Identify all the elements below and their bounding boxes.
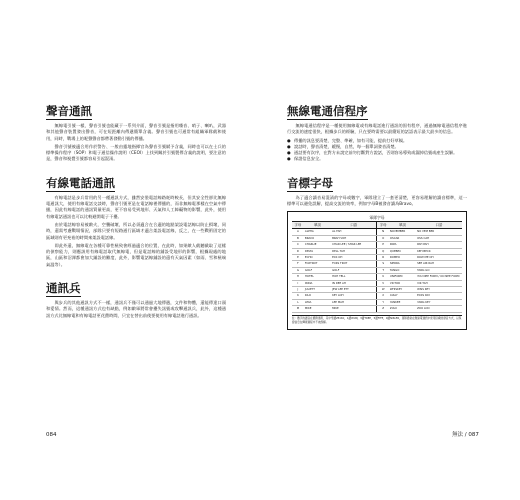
table-cell: VIK TAH [416, 280, 462, 286]
section-title: 聲音通訊 [46, 104, 92, 118]
table-cell: NO VEM BER [416, 229, 462, 235]
table-cell: JULIETT [304, 287, 331, 293]
table-note: 註：數字的讀音在國際通用，其中零讀ZE-RO，1讀WUN，3讀TREE，5讀FIFE，9讀NIN-ER，軍隊通常在無線電通訊中使用這樣的發音方式，以保證信息在傳遞過程中不被誤解。 [292, 316, 462, 324]
section-title: 無線電通信程序 [287, 104, 368, 118]
section-title: 有線電話通訊 [46, 175, 115, 190]
table-cell: P [377, 242, 389, 248]
bullet-icon: ● [287, 150, 291, 156]
table-cell: D [292, 248, 304, 254]
bullet-item [287, 156, 467, 162]
table-body [292, 229, 462, 312]
table-cell: S [377, 261, 389, 267]
table-cell: LIMA [304, 299, 331, 305]
bullet-text: 傳播的訊息要清楚、完整、準確，如有可能，提前打好草稿。 [294, 137, 408, 143]
paragraph: 無線電引號一樣，聲音引號也能藏于一系列介面，聲音引號是指用嗓音、哨子、喇叭，武器和其他聲音裝置發出聲音，可在短距離內傳遞簡單含義。聲音引號也可通常有組織軍隊截和使用，同時，戰場上的呢聲聲音都帶著發動引號的傳播。 [46, 123, 226, 141]
table-caption: 軍隊字母 [369, 215, 385, 221]
table-cell: ECHO [304, 255, 331, 261]
table-cell: I [292, 280, 304, 286]
table-cell: HOTEL [304, 274, 331, 280]
section-title: 音標字母 [287, 175, 333, 190]
column-header: 口語 [416, 222, 462, 229]
table-cell: K [292, 293, 304, 299]
table-cell: L [292, 299, 304, 305]
bullet-list [287, 138, 467, 163]
bullet-text: 說話時，聲音清楚，緩慢，自然，每一個單詞發音清楚。 [294, 143, 399, 149]
table-cell: B [292, 235, 304, 241]
table-cell: DELTA [304, 248, 331, 254]
table-cell: H [292, 274, 304, 280]
section-radio-procedure [287, 100, 467, 163]
table-cell: F [292, 261, 304, 267]
table-cell: OSCAR [389, 235, 416, 241]
paragraph: 為了適合讀音易混淆的字母或數字，軍隊建立了一套更清楚，更容易理解的讀音標準，這一標準可以避免誤解，提高交流的效率，例如字母B被發音讀為Bravo。 [287, 194, 467, 207]
table-cell: BRAH VOH [331, 235, 377, 241]
table-cell: X-RAY [389, 293, 416, 299]
table-cell: JEW LEE ETT [331, 287, 377, 293]
phonetic-table-box [287, 211, 467, 329]
table-cell: FOXTROT [304, 261, 331, 267]
paragraph: 即此外還，無線電在各種可靠性極致會經過適合的位置，在此時，如果敵人截聽截取了這樣的偵察能力，則應該用有線電話取代無線電，但是電話線的鋪設受地形的影響，根據現處的地區，山區和沼澤都會加大鋪設的難度，此外，影響電話線鋪設的還有天氣因素（如雨、雪和極端氣溫等）。 [46, 242, 226, 267]
table-cell: FOKS TROT [331, 261, 377, 267]
table-cell: KEH BECK [416, 248, 462, 254]
table-row [292, 306, 462, 312]
table-cell: Z [377, 306, 389, 312]
table-cell: MIKE [304, 306, 331, 312]
bullet-text: 保證信息安全。 [294, 156, 324, 162]
bullet-icon: ● [287, 137, 291, 143]
table-cell: WHISKEY [389, 287, 416, 293]
table-cell: ZULU [389, 306, 416, 312]
table-cell: YANG KEY [416, 299, 462, 305]
section-phonetic-alphabet [287, 172, 467, 330]
column-header: 口語 [331, 222, 377, 229]
table-cell: M [292, 306, 304, 312]
table-cell: V [377, 280, 389, 286]
table-cell: BRAVO [304, 235, 331, 241]
table-cell: SIERRA [389, 261, 416, 267]
bullet-icon: ● [287, 143, 291, 149]
section-title: 通訊兵 [46, 281, 81, 296]
table-cell: GOLF [331, 267, 377, 273]
table-cell: ROW ME OH [416, 255, 462, 261]
table-cell: INDIA [304, 280, 331, 286]
table-cell: PAH PAH [416, 242, 462, 248]
table-cell: HOH TELL [331, 274, 377, 280]
table-cell: PAPA [389, 242, 416, 248]
table-cell: DELL TAH [331, 248, 377, 254]
table-cell: CHAR LEE / SHAR LEE [331, 242, 377, 248]
table-cell: W [377, 287, 389, 293]
paragraph: 聲音引號被適合用作於警告、一般由靈地指揮官為聲音引號賦予含義，同時也可以在士兵的標準操作程序（SOP）和電子通信操作說明（CEOI）上找到關於引號製傳含義的說明，要注意的是，聲音和視覺引號都容易引起混淆。 [46, 143, 226, 162]
table-cell: G [292, 267, 304, 273]
table-cell: VICTOR [389, 280, 416, 286]
paragraph: 由於電話線容易被敵火，空襲破壞，所以必須適合在合適的地點架設電話線以防止損壞，同時，還需考慮戰場情況，部隊只要有短路通行區域才適合架設電話線，反之，在一些戰術固定的區域則有更充裕的時間來架設電話線。 [46, 221, 226, 240]
table-cell: QUEBEC [389, 248, 416, 254]
paragraph: 有線電話是步兵常用的另一種通訊方式，雖然安裝電話線路耗時較長，但其安全性卻比無線電通訊大，使用有線電話交談時，聲音引號更是在電話線裡傳播的，而非無線電那樣在空氣中傳播，因此有線電話的通訊質量更高，更不容易受到地形、天氣和人工障礙物的影響，此外，使用有線電話通訊也可以比較避開電子干擾。 [46, 194, 226, 219]
phonetic-table [292, 221, 462, 312]
table-cell: SEE AIR RAH [416, 261, 462, 267]
table-cell: ALPHA [304, 229, 331, 235]
table-cell: A [292, 229, 304, 235]
table-cell: X [377, 293, 389, 299]
table-cell: YOU NEE FORM / OO NEE FORM [416, 274, 462, 280]
bullet-text: 通話要有次序，在對方未說完前勿打斷對方說話，否則容易導致或漏掉信號或產生誤解。 [294, 150, 458, 156]
table-cell: NOVEMBER [389, 229, 416, 235]
table-cell: J [292, 287, 304, 293]
column-header: 字母 [377, 222, 389, 229]
table-cell: TANG GO [416, 267, 462, 273]
table-cell: WISS KEY [416, 287, 462, 293]
table-cell: Y [377, 299, 389, 305]
table-cell: T [377, 267, 389, 273]
paragraph: 與步兵的其他通訊方式不一樣，通訊兵不僅可以通過大地傳遞，文件和物體，還能傳達口頭和愛情。然而，這種通訊方式也有缺點，例如敵軍將常會擾失訊號或攻擊通訊兵，此外，這種通訊方式比無線電和有線電話更花費時間，只宜在替出前使要使用有線電話進行通訊。 [46, 300, 226, 318]
section-wire-telephone [46, 172, 226, 268]
table-cell: CHARLIE [304, 242, 331, 248]
table-cell: ECKS RAY [416, 293, 462, 299]
table-cell: ECK OH [331, 255, 377, 261]
table-cell: ROMEO [389, 255, 416, 261]
table-cell: AL FAH [331, 229, 377, 235]
table-header-row [292, 222, 462, 229]
table-cell: Q [377, 248, 389, 254]
table-cell: KEY LOH [331, 293, 377, 299]
table-cell: YANKEE [389, 299, 416, 305]
column-header: 字母 [292, 222, 304, 229]
table-cell: OSS CAH [416, 235, 462, 241]
table-cell: U [377, 274, 389, 280]
table-cell: R [377, 255, 389, 261]
table-cell: O [377, 235, 389, 241]
table-cell: LEE MAH [331, 299, 377, 305]
table-cell: UNIFORM [389, 274, 416, 280]
column-header: 單詞 [389, 222, 416, 229]
table-cell: IN DEE AH [331, 280, 377, 286]
right-column [287, 100, 467, 330]
table-cell: KILO [304, 293, 331, 299]
column-header: 單詞 [304, 222, 331, 229]
section-voice [46, 100, 226, 163]
table-cell: E [292, 255, 304, 261]
page-number: 無法 / 087 [452, 432, 479, 438]
left-column [46, 100, 226, 319]
table-cell: C [292, 242, 304, 248]
table-cell: ZOO LOO [416, 306, 462, 312]
paragraph: 無線電通信程序是一種使用無線電或有線電話進行通訊的固有程序，通過無線電通信程序進行交流的速度很快，根據步兵的經驗，只在要時需要以最簡短的話語表示最大最多的信息。 [287, 123, 467, 135]
bullet-icon: ● [287, 156, 291, 162]
section-messenger [46, 277, 226, 319]
page-number: 084 [46, 432, 57, 438]
table-cell: GOLF [304, 267, 331, 273]
table-cell: N [377, 229, 389, 235]
table-cell: TANGO [389, 267, 416, 273]
table-cell: MIKE [331, 306, 377, 312]
